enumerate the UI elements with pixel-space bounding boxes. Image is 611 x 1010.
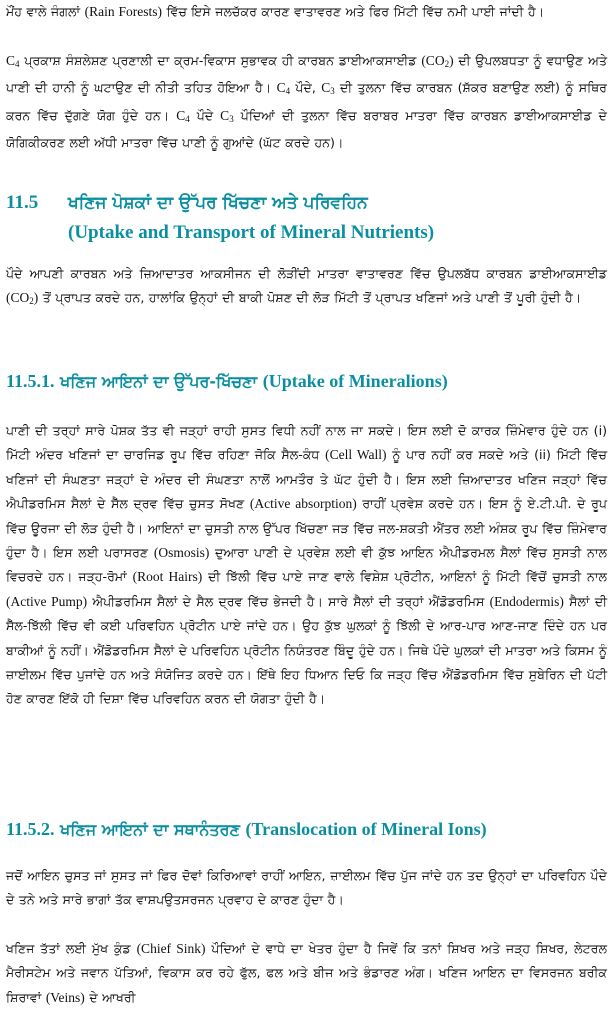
chem-symbol: C	[321, 80, 331, 96]
chem-symbol: C	[176, 107, 186, 123]
subsection-title-english: (Translocation of Mineral Ions)	[245, 819, 487, 839]
section-heading-line1	[6, 188, 607, 218]
chem-symbol: C	[220, 107, 230, 123]
paragraph-rain-forests	[6, 0, 607, 24]
subsection-title-punjabi: ਖਣਿਜ ਆਇਨਾਂ ਦਾ ਉੱਪਰ-ਖਿੱਚਣਾ	[60, 372, 258, 391]
subsection-title-punjabi: ਖਣਿਜ ਆਇਨਾਂ ਦਾ ਸਥਾਨੰਤਰਣ	[60, 820, 240, 839]
english-term: (Veins)	[45, 989, 85, 1005]
paragraph-plant-nutrition	[6, 262, 607, 314]
english-term: (Chief Sink)	[136, 941, 206, 956]
section-heading-11-5	[6, 188, 607, 248]
english-term: (Active absorption)	[249, 496, 357, 512]
chem-symbol: C	[276, 80, 286, 96]
subsection-title-english: (Uptake of Mineralions)	[262, 371, 448, 391]
text-span: ਐਪੀਡਰਮਿਸ ਸੈਲਾਂ ਦੇ ਸੈਲ ਦ੍ਰਵ ਵਿੱਚ ਭੇਜਦੀ ਹੈ। ਸਾਰੇ ਸੈਲਾਂ ਦੀ ਤਰ੍ਹਾਂ ਐਂਡੋਡਰਮਿਸ	[87, 593, 490, 609]
chem-formula-close: )	[449, 53, 454, 68]
subsection-heading-11-5-1	[6, 368, 607, 395]
section-title-english: (Uptake and Transport of Mineral Nutrients)	[68, 222, 435, 243]
subsection-number: 11.5.1.	[6, 371, 55, 391]
paragraph-chief-sink	[6, 937, 607, 1010]
section-title-punjabi: ਖਣਿਜ ਪੋਸ਼ਕਾਂ ਦਾ ਉੱਪਰ ਖਿੱਚਣਾ ਅਤੇ ਪਰਿਵਹਿਨ	[68, 193, 368, 213]
text-span: ਪੌਦੇ ਆਪਣੀ ਕਾਰਬਨ ਅਤੇ ਜ਼ਿਆਦਾਤਰ ਆਕਸੀਜਨ ਦੀ ਲੋੜੀਂਦੀ ਮਾਤਰਾ ਵਾਤਾਵਰਣ ਵਿੱਚ ਉਪਲਬੱਧ ਕਾਰਬਨ ਡਾਈਆਕਸਾਈਡ	[6, 266, 607, 281]
text-span: ਪੌਦਿਆਂ ਦੇ ਵਾਧੇ ਦਾ ਖੇਤਰ ਹੁੰਦਾ ਹੈ ਜਿਵੇਂ ਕਿ ਤਨਾਂ ਸ਼ਿਖਰ ਅਤੇ ਜੜ੍ਹ ਸ਼ਿਖਰ, ਲੇਟਰਲ ਮੈਰੀਸਟੇਮ ਅਤੇ ਜਵਾਨ ਪੱਤਿਆਂ, ਵਿਕਾਸ ਕਰ ਰਹੇ ਫੁੱਲ, ਫਲ ਅਤੇ ਬੀਜ ਅਤੇ ਭੰਡਾਰਣ ਅੰਗ। ਖਣਿਜ ਆਇਨ ਦਾ ਵਿਸਰਜਨ ਬਰੀਕ ਸ਼ਿਰਾਵਾਂ	[6, 941, 607, 1005]
subscript: 4	[15, 59, 20, 69]
chem-symbol: C	[6, 53, 16, 68]
chem-formula: (CO	[6, 290, 30, 306]
english-term: (Rain Forests)	[84, 4, 162, 19]
text-span: ਪੌਦੇ,	[290, 80, 322, 96]
paragraph-translocation	[6, 864, 607, 913]
english-term: (Osmosis)	[153, 545, 210, 561]
text-span: ਦੀ ਉਪਲਬਧਤਾ ਨੂੰ ਵਧਾਉਣ ਅਤੇ ਪਾਣੀ ਦੀ ਹਾਨੀ ਨੂੰ ਘਟਾਉਣ ਦੀ ਨੀਤੀ ਤਹਿਤ ਹੋਇਆ ਹੈ।	[6, 53, 607, 96]
chem-formula: (CO	[421, 53, 445, 68]
text-span: ਪ੍ਰਕਾਸ਼ ਸੰਸ਼ਲੇਸ਼ਣ ਪ੍ਰਣਾਲੀ ਦਾ ਕ੍ਰਮ-ਵਿਕਾਸ ਸੁਭਾਵਕ ਹੀ ਕਾਰਬਨ ਡਾਈਆਕਸਾਈਡ	[19, 53, 422, 68]
text-span: ਵਿੱਚ ਇਸੇ ਜਲਚੱਕਰ ਕਾਰਣ ਵਾਤਾਵਰਣ ਅਤੇ ਫਿਰ ਮਿੱਟੀ ਵਿੱਚ ਨਮੀ ਪਾਈ ਜਾਂਦੀ ਹੈ।	[166, 4, 545, 19]
text-span: ਪੌਦਿਆਂ ਦੀ ਤੁਲਨਾ ਵਿੱਚ ਬਰਾਬਰ ਮਾਤਰਾ ਵਿੱਚ ਕਾਰਬਨ ਡਾਈਆਕਸਾਈਡ ਦੇ ਯੋਗਿਕੀਕਰਣ ਲਈ ਅੱਧੀ ਮਾਤਰਾ ਵਿੱਚ ਪਾਣੀ ਨੂੰ ਗੁਆਂਦੇ (ਘੱਟ ਕਰਦੇ ਹਨ)।	[6, 107, 607, 151]
text-span: ਤੋਂ ਪ੍ਰਾਪਤ ਕਰਦੇ ਹਨ, ਹਾਲਾਂਕਿ ਉਨ੍ਹਾਂ ਦੀ ਬਾਕੀ ਪੋਸ਼ਣ ਦੀ ਲੋੜ ਮਿੱਟੀ ਤੋਂ ਪ੍ਰਾਪਤ ਖਣਿਜਾਂ ਅਤੇ ਪਾਣੀ ਤੋਂ ਪੂਰੀ ਹੁੰਦੀ ਹੈ।	[38, 290, 582, 306]
subscript: 4	[285, 86, 291, 97]
subscript: 2	[444, 59, 450, 69]
paragraph-c4-photosynthesis	[6, 49, 607, 156]
section-heading-line2	[6, 218, 607, 248]
text-span: ਦੇ ਆਖਰੀ	[84, 989, 136, 1005]
section-number: 11.5	[6, 192, 39, 213]
english-term: (Active Pump)	[6, 593, 88, 609]
text-span: ਰਾਹੀਂ ਪ੍ਰਵੇਸ਼ ਕਰਦੇ ਹਨ। ਇਸ ਨੂੰ ਏ.ਟੀ.ਪੀ. ਦੇ ਰੂਪ ਵਿੱਚ ਊਰਜਾ ਦੀ ਲੋੜ ਹੁੰਦੀ ਹੈ। ਆਇਨਾਂ ਦਾ ਚੁਸਤੀ ਨਾਲ ਉੱਪਰ ਖਿੱਚਣਾ ਜੜ ਵਿੱਚ ਜਲ-ਸ਼ਕਤੀ ਐਂਤਰ ਲਈ ਅੰਸ਼ਕ ਰੂਪ ਵਿੱਚ ਜ਼ਿੰਮੇਵਾਰ ਹੁੰਦਾ ਹੈ। ਇਸ ਲਈ ਪਰਾਸਰਣ	[6, 496, 608, 561]
subsection-heading-11-5-2	[6, 816, 607, 843]
text-span: ਪੌਦੇ	[189, 107, 221, 123]
paragraph-mineral-uptake	[6, 419, 607, 712]
text-span: ਮੌਂਹ ਵਾਲੇ ਜੰਗਲਾਂ	[6, 4, 81, 19]
text-span: ਦੀ ਤੁਲਨਾ ਵਿੱਚ ਕਾਰਬਨ (ਸ਼ੱਕਰ ਬਣਾਉਣ ਲਈ) ਨੂੰ ਸਥਿਰ ਕਰਨ ਵਿੱਚ ਦੁੱਗਣੇ ਯੋਗ ਹੁੰਦੇ ਹਨ।	[6, 80, 607, 123]
subscript: 2	[29, 296, 34, 307]
text-span: ਜਦੋਂ ਆਇਨ ਚੁਸਤ ਜਾਂ ਸੁਸਤ ਜਾਂ ਫਿਰ ਦੋਵਾਂ ਕਿਰਿਆਵਾਂ ਰਾਹੀਂ ਆਇਨ, ਜ਼ਾਈਲਮ ਵਿੱਚ ਪੁੱਜ ਜਾਂਦੇ ਹਨ ਤਦ ਉਨ੍ਹਾਂ ਦਾ ਪਰਿਵਹਿਨ ਪੌਦੇ ਦੇ ਤਨੇ ਅਤੇ ਸਾਰੇ ਭਾਗਾਂ ਤੱਕ ਵਾਸ਼ਪਉਤਸਰਜਨ ਪ੍ਰਵਾਹ ਦੇ ਕਾਰਣ ਹੁੰਦਾ ਹੈ।	[6, 868, 607, 908]
text-span: ਖਣਿਜ ਤੱਤਾਂ ਲਈ ਮੁੱਖ ਕੁੰਡ	[6, 941, 137, 956]
english-term: (Endodermis)	[489, 593, 564, 609]
subscript: 3	[229, 113, 234, 124]
english-term: (Root Hairs)	[132, 569, 203, 585]
text-span: ਦੀ ਝਿੱਲੀ ਵਿੱਚ ਪਾਏ ਜਾਣ ਵਾਲੇ ਵਿਸ਼ੇਸ਼ ਪ੍ਰੋਟੀਨ, ਆਇਨਾਂ ਨੂੰ ਮਿੱਟੀ ਵਿੱਚੋਂ ਚੁਸਤੀ ਨਾਲ	[202, 569, 607, 585]
text-span: ਪਾਣੀ ਦੀ ਤਰ੍ਹਾਂ ਸਾਰੇ ਪੋਸ਼ਕ ਤੱਤ ਵੀ ਜੜ੍ਹਾਂ ਰਾਹੀ ਸੁਸਤ ਵਿਧੀ ਨਹੀਂ ਨਾਲ ਜਾ ਸਕਦੇ। ਇਸ ਲਈ ਦੋ ਕਾਰਕ ਜ਼ਿੰਮੇਵਾਰ ਹੁੰਦੇ ਹਨ (i) ਮਿੱਟੀ ਅੰਦਰ ਖਣਿਜਾਂ ਦਾ ਚਾਰਜਿਡ ਰੂਪ ਵਿੱਚ ਰਹਿਣਾ ਜੋਕਿ ਸੈਲ-ਕੰਧ	[6, 423, 607, 463]
text-span: ਦੁਆਰਾ ਪਾਣੀ ਦੇ ਪ੍ਰਵੇਸ਼ ਲਈ ਵੀ ਕੁੱਝ ਆਇਨ ਐਪੀਡਰਮਲ ਸੈਲਾਂ ਵਿੱਚ ਸੁਸਤੀ ਨਾਲ ਵਿਚਰਦੇ ਹਨ। ਜੜ੍ਹ-ਰੋਮਾਂ	[6, 545, 607, 585]
subscript: 4	[185, 113, 190, 124]
text-span: ਨੂੰ ਪਾਰ ਨਹੀਂ ਕਰ ਸਕਦੇ ਅਤੇ (ii) ਮਿੱਟੀ ਵਿੱਚ ਖਣਿਜਾਂ ਦੀ ਸੰਘਣਤਾ ਜੜ੍ਹਾਂ ਦੇ ਅੰਦਰ ਦੀ ਸੰਘਣਤਾ ਨਾਲੋਂ ਆਮਤੌਰ ਤੇ ਘੱਟ ਹੁੰਦੀ ਹੈ। ਇਸ ਲਈ ਜ਼ਿਆਦਾਤਰ ਖਣਿਜ ਜੜ੍ਹਾਂ ਵਿੱਚ ਐਪੀਡਰਮਿਸ ਸੈਲਾਂ ਦੇ ਸੈੱਲ ਦ੍ਰਵ ਵਿੱਚ ਚੁਸਤ ਸੋਖਣ	[6, 447, 607, 512]
chem-formula-close: )	[33, 290, 39, 306]
subsection-number: 11.5.2.	[6, 819, 55, 839]
subscript: 3	[330, 86, 335, 97]
english-term: (Cell Wall)	[325, 447, 387, 463]
text-span: ਸੈਲਾਂ ਦੀ ਸੈੱਲ-ਝਿੱਲੀ ਵਿੱਚ ਵੀ ਕਈ ਪਰਿਵਹਿਨ ਪ੍ਰੋਟੀਨ ਪਾਏ ਜਾਂਦੇ ਹਨ। ਉਹ ਕੁੱਝ ਘੁਲਕਾਂ ਨੂੰ ਝਿੱਲੀ ਦੇ ਆਰ-ਪਾਰ ਆਣ-ਜਾਣ ਦਿੰਦੇ ਹਨ ਪਰ ਬਾਕੀਆਂ ਨੂੰ ਨਹੀਂ। ਐਂਡੋਡਰਮਿਸ ਸੈਲਾਂ ਦੇ ਪਰਿਵਹਿਨ ਪ੍ਰੋਟੀਨ ਨਿਯੰਤਰਣ ਬਿੰਦੂ ਹੁੰਦੇ ਹਨ। ਜਿਥੇ ਪੌਦੇ ਘੁਲਕਾਂ ਦੀ ਮਾਤਰਾ ਅਤੇ ਕਿਸਮ ਨੂੰ ਜ਼ਾਈਲਮ ਵਿੱਚ ਪੁਜਾਂਦੇ ਹਨ ਅਤੇ ਸੰਯੋਜਿਤ ਕਰਦੇ ਹਨ। ਇੱਥੇ ਇਹ ਧਿਆਨ ਦਿਓ ਕਿ ਜੜ੍ਹ ਵਿੱਚ ਐਂਡੋਡਰਮਿਸ ਵਿੱਚ ਸੁਬੇਰਿਨ ਦੀ ਪੱਟੀ ਹੋਣ ਕਾਰਣ ਇੱਕੋ ਹੀ ਦਿਸ਼ਾ ਵਿੱਚ ਪਰਿਵਹਿਨ ਕਰਨ ਦੀ ਯੋਗਤਾ ਹੁੰਦੀ ਹੈ।	[6, 593, 607, 707]
